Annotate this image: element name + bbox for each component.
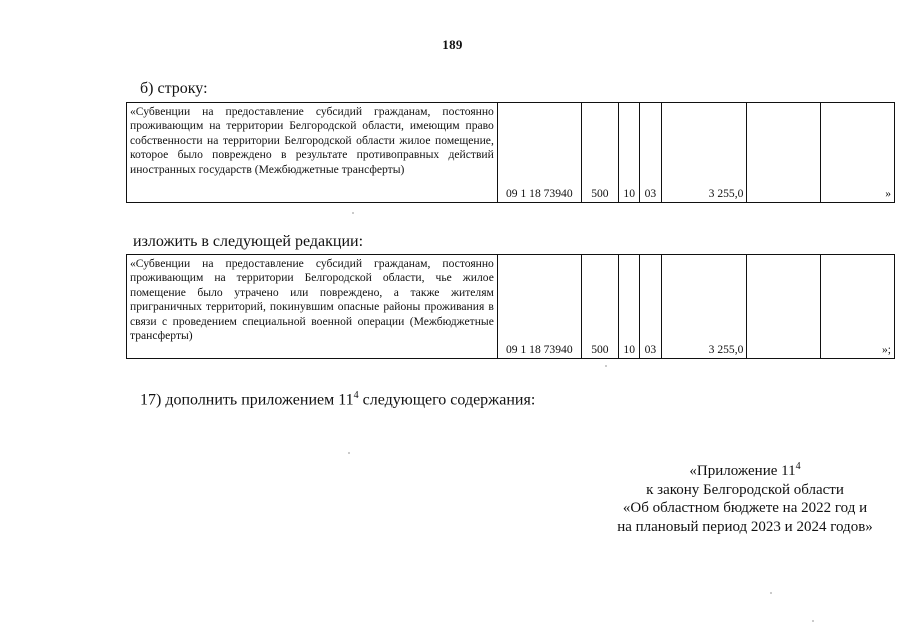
row-target-code: 09 1 18 73940 bbox=[497, 255, 581, 359]
row-subsection: 03 bbox=[640, 103, 661, 203]
appendix-title: «Приложение 11 bbox=[689, 463, 796, 479]
budget-row-table-old bbox=[126, 102, 895, 203]
budget-row-table-new bbox=[126, 254, 895, 359]
appendix-line-1 bbox=[600, 458, 890, 481]
row-section: 10 bbox=[619, 255, 640, 359]
appendix-line-3: «Об областном бюджете на 2022 год и bbox=[622, 500, 868, 516]
item-17-before: 17) дополнить приложением 11 bbox=[140, 391, 354, 409]
row-closing-quote: »; bbox=[821, 255, 895, 359]
page-number: 189 bbox=[442, 37, 463, 52]
appendix-line-2: к закону Белгородской области bbox=[646, 481, 844, 498]
table-row bbox=[127, 103, 895, 203]
scan-speck bbox=[352, 212, 354, 214]
table-row bbox=[127, 255, 895, 359]
item-17-superscript: 4 bbox=[353, 390, 359, 401]
item-17-text bbox=[140, 390, 535, 409]
row-expense-type: 500 bbox=[581, 103, 618, 203]
scan-speck bbox=[770, 592, 772, 594]
row-empty-cell bbox=[747, 103, 821, 203]
scan-speck bbox=[605, 365, 607, 367]
row-sum: 3 255,0 bbox=[661, 103, 747, 203]
row-closing-quote: » bbox=[821, 103, 895, 203]
row-description: «Субвенции на предоставление субсидий гражданам, постоянно проживающим на территории Белгородской области, чье жилое помещение было утрачено или повреждено, а также жителям приграничных территорий, покинувшим опасные районы проживания в связи с проведением специальной военной операции (Межбюджетные трансферты) bbox=[127, 255, 498, 359]
row-sum: 3 255,0 bbox=[661, 255, 747, 359]
section-b-label: б) строку: bbox=[140, 80, 208, 97]
row-empty-cell bbox=[747, 255, 821, 359]
row-section: 10 bbox=[619, 103, 640, 203]
row-target-code: 09 1 18 73940 bbox=[497, 103, 581, 203]
replace-label: изложить в следующей редакции: bbox=[133, 233, 364, 250]
row-subsection: 03 bbox=[640, 255, 661, 359]
item-17-after: следующего содержания: bbox=[358, 391, 536, 409]
scan-speck bbox=[348, 452, 350, 454]
row-expense-type: 500 bbox=[581, 255, 618, 359]
appendix-line-4: на плановый период 2023 и 2024 годов» bbox=[617, 518, 873, 535]
appendix-header bbox=[600, 458, 890, 536]
scan-speck bbox=[812, 620, 814, 622]
appendix-superscript: 4 bbox=[795, 461, 801, 472]
row-description: «Субвенции на предоставление субсидий гражданам, постоянно проживающим на территории Белгородской области, имеющим право собственности на территории Белгородской области жилое помещение, которое было повреждено в результате противоправных действий иностранных государств (Межбюджетные трансферты) bbox=[127, 103, 498, 203]
